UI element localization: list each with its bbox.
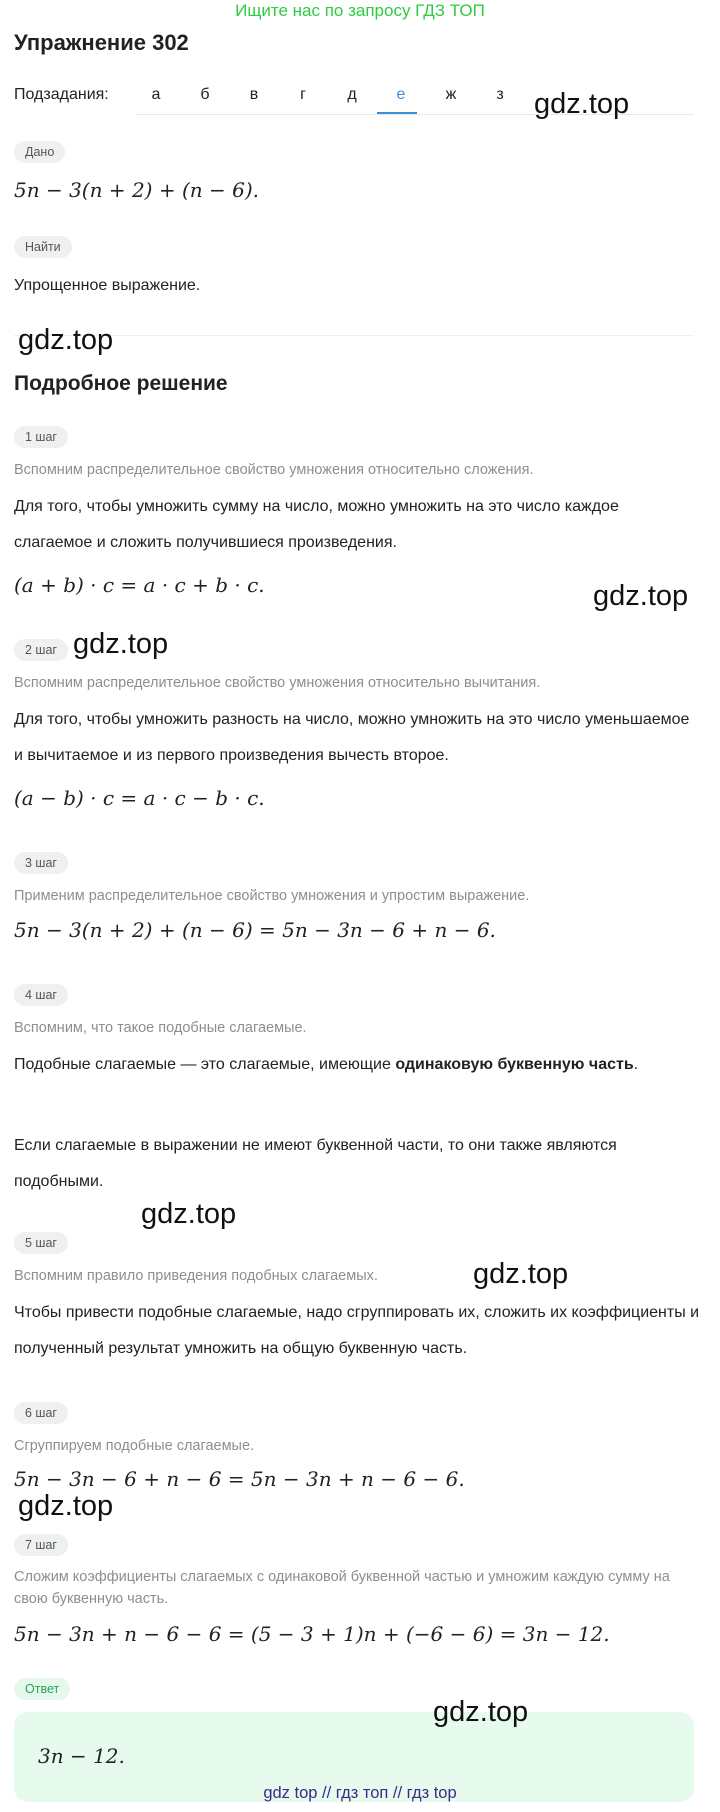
- step-6-formula: 5n − 3n − 6 + n − 6 = 5n − 3n + n − 6 − 6.: [14, 1467, 465, 1491]
- watermark-logo: gdz.top: [18, 324, 114, 356]
- step-3-badge: 3 шаг: [14, 852, 68, 874]
- step-4-text-a-post: .: [633, 1056, 639, 1073]
- step-4-text-b: Если слагаемые в выражении не имеют буквенной части, то они также являются подобными.: [14, 1137, 617, 1190]
- active-tab-indicator: [377, 112, 417, 114]
- step-4-note: Вспомним, что такое подобные слагаемые.: [14, 1020, 307, 1036]
- tab-e[interactable]: е: [396, 86, 406, 103]
- step-7-badge: 7 шаг: [14, 1534, 68, 1556]
- step-5-badge: 5 шаг: [14, 1232, 68, 1254]
- footer-links[interactable]: gdz top // гдз топ // гдз top: [263, 1784, 457, 1802]
- subtasks-label: Подзадания:: [14, 86, 109, 103]
- tab-a[interactable]: а: [151, 86, 161, 103]
- watermark-logo: gdz.top: [73, 628, 169, 660]
- step-1-note: Вспомним распределительное свойство умножения относительно сложения.: [14, 462, 534, 478]
- watermark-logo: gdz.top: [18, 1490, 114, 1522]
- tab-v[interactable]: в: [249, 86, 259, 103]
- answer-value: 3n − 12.: [38, 1744, 125, 1768]
- tab-zh[interactable]: ж: [445, 86, 457, 103]
- step-3-formula: 5n − 3(n + 2) + (n − 6) = 5n − 3n − 6 + n − 6.: [14, 918, 496, 942]
- step-1-text: Для того, чтобы умножить сумму на число, можно умножить на это число каждое слагаемое и сложить получившиеся произведения.: [14, 498, 619, 551]
- step-5-text: Чтобы привести подобные слагаемые, надо сгруппировать их, сложить их коэффициенты и полученный результат умножить на общую буквенную часть.: [14, 1304, 700, 1357]
- find-badge: Найти: [14, 236, 72, 258]
- step-4-text-a-pre: Подобные слагаемые — это слагаемые, имеющие: [14, 1056, 396, 1073]
- step-5-note: Вспомним правило приведения подобных слагаемых.: [14, 1268, 378, 1284]
- section-divider: [14, 335, 694, 336]
- step-3-note: Применим распределительное свойство умножения и упростим выражение.: [14, 888, 530, 904]
- step-1-formula: (a + b) · c = a · c + b · c.: [14, 573, 265, 597]
- tab-d[interactable]: д: [347, 86, 357, 103]
- promo-banner[interactable]: Ищите нас по запросу ГДЗ ТОП: [235, 1, 485, 20]
- tab-g[interactable]: г: [300, 86, 306, 103]
- step-7-formula: 5n − 3n + n − 6 − 6 = (5 − 3 + 1)n + (−6 − 6) = 3n − 12.: [14, 1622, 610, 1646]
- step-2-text: Для того, чтобы умножить разность на число, можно умножить на это число уменьшаемое и вычитаемое и из первого произведения вычесть второе.: [14, 711, 690, 764]
- given-expression: 5n − 3(n + 2) + (n − 6).: [14, 178, 259, 202]
- step-7-note: Сложим коэффициенты слагаемых с одинаковой буквенной частью и умножим каждую сумму на свою буквенную часть.: [14, 1569, 670, 1607]
- step-1-badge: 1 шаг: [14, 426, 68, 448]
- given-badge: Дано: [14, 141, 65, 163]
- step-2-formula: (a − b) · c = a · c − b · c.: [14, 786, 265, 810]
- watermark-logo: gdz.top: [534, 88, 630, 120]
- step-2-badge: 2 шаг: [14, 639, 68, 661]
- tab-z[interactable]: з: [496, 86, 504, 103]
- step-2-note: Вспомним распределительное свойство умножения относительно вычитания.: [14, 675, 541, 691]
- step-4-text-a-bold: одинаковую буквенную часть: [395, 1056, 634, 1073]
- answer-badge: Ответ: [14, 1678, 70, 1700]
- solution-title: Подробное решение: [14, 372, 228, 395]
- find-text: Упрощенное выражение.: [14, 277, 201, 294]
- step-4-text-a: [14, 1047, 664, 1083]
- watermark-logo: gdz.top: [593, 580, 689, 612]
- tab-b[interactable]: б: [200, 86, 210, 103]
- watermark-logo: gdz.top: [141, 1198, 237, 1230]
- watermark-logo: gdz.top: [473, 1258, 569, 1290]
- step-6-note: Сгруппируем подобные слагаемые.: [14, 1438, 255, 1454]
- step-4-badge: 4 шаг: [14, 984, 68, 1006]
- step-6-badge: 6 шаг: [14, 1402, 68, 1424]
- page-title: Упражнение 302: [14, 30, 189, 55]
- watermark-logo: gdz.top: [433, 1696, 529, 1728]
